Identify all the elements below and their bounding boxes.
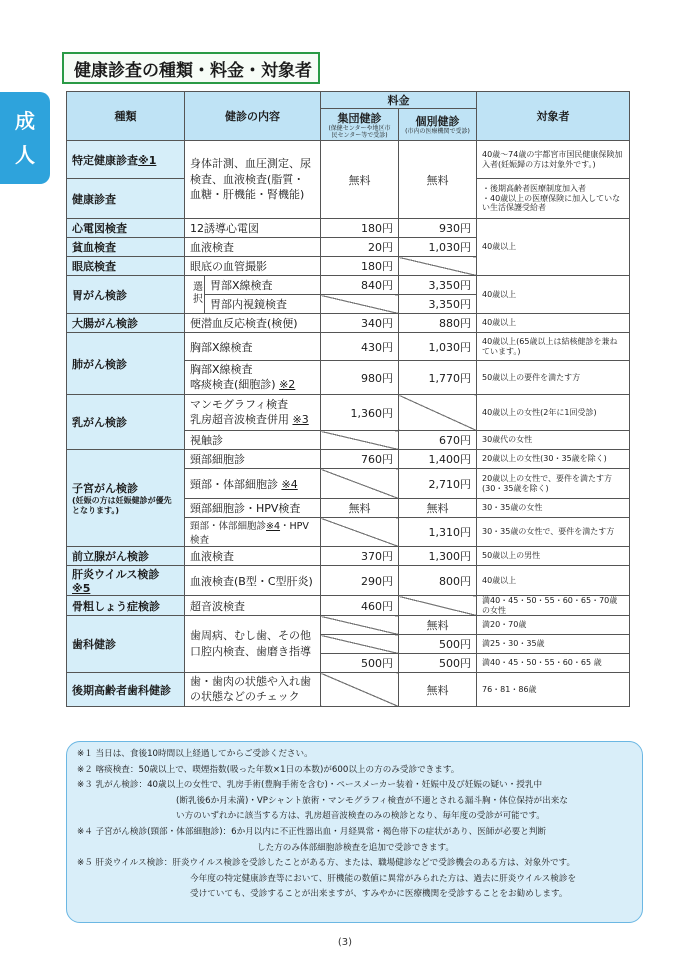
- content-cell: [185, 395, 321, 431]
- target-cell: 20歳以上の女性で、要件を満たす方(30・35歳を除く): [477, 469, 630, 499]
- table-row: [67, 596, 630, 616]
- content-cell: 歯周病、むし歯、その他口腔内検査、歯磨き指導: [185, 616, 321, 673]
- individual-fee: 1,400円: [399, 450, 477, 469]
- group-fee: 1,360円: [321, 395, 399, 431]
- kind-label: 特定健康診査: [72, 153, 138, 167]
- kind-cell: [67, 141, 185, 179]
- content-cell: 眼底の血管撮影: [185, 257, 321, 276]
- table-row: [67, 566, 630, 596]
- header-individual: [399, 109, 477, 141]
- not-applicable-cell: [399, 395, 477, 431]
- content-cell: 血液検査(B型・C型肝炎): [185, 566, 321, 596]
- content-cell: [185, 518, 321, 547]
- footnotes-box: [66, 741, 643, 923]
- kind-cell: 乳がん検診: [67, 395, 185, 450]
- target-cell: 30・35歳の女性で、要件を満たす方: [477, 518, 630, 547]
- not-applicable-cell: [321, 295, 399, 314]
- target-cell: 50歳以上の要件を満たす方: [477, 361, 630, 395]
- content-cell: 超音波検査: [185, 596, 321, 616]
- footnote-line: ※４ 子宮がん検診(頸部・体部細胞診)：6か月以内に不正性器出血・月経異常・褐色帯下の症状があり、医師が必要と判断: [77, 826, 546, 837]
- header-fee: 料金: [321, 92, 477, 109]
- content-cell: 頸部細胞診: [185, 450, 321, 469]
- not-applicable-cell: [321, 616, 399, 635]
- content-cell: [185, 361, 321, 395]
- content-line: [190, 378, 315, 392]
- individual-fee: 1,030円: [399, 333, 477, 361]
- footnote-mark: ※3: [292, 412, 309, 426]
- content-text: 喀痰検査(細胞診): [190, 377, 276, 391]
- group-fee: 無料: [321, 141, 399, 219]
- target-cell: [477, 179, 630, 219]
- individual-fee: 880円: [399, 314, 477, 333]
- not-applicable-cell: [399, 596, 477, 616]
- group-fee: 500円: [321, 654, 399, 673]
- group-fee: 20円: [321, 238, 399, 257]
- table-row: [67, 333, 630, 361]
- table-row: [67, 141, 630, 179]
- target-cell: 30・35歳の女性: [477, 499, 630, 518]
- group-fee: 760円: [321, 450, 399, 469]
- kind-cell: 肺がん検診: [67, 333, 185, 395]
- not-applicable-cell: [321, 431, 399, 450]
- selection-label: [185, 276, 205, 314]
- individual-fee: 無料: [399, 141, 477, 219]
- kind-cell: 骨粗しょう症検診: [67, 596, 185, 616]
- table-row: [67, 276, 630, 295]
- kind-cell: 歯科健診: [67, 616, 185, 673]
- target-line: ・40歳以上の医療保険に加入していない生活保護受給者: [482, 193, 621, 213]
- group-fee: 370円: [321, 547, 399, 566]
- checkup-fee-table: [66, 91, 630, 707]
- kind-cell: 心電図検査: [67, 219, 185, 238]
- not-applicable-cell: [321, 518, 399, 547]
- group-fee: 180円: [321, 257, 399, 276]
- group-fee: 980円: [321, 361, 399, 395]
- header-content: 健診の内容: [185, 92, 321, 141]
- individual-fee: 3,350円: [399, 295, 477, 314]
- individual-fee: 930円: [399, 219, 477, 238]
- footnote-mark: ※4: [281, 477, 298, 491]
- not-applicable-cell: [321, 469, 399, 499]
- kind-cell: [67, 566, 185, 596]
- target-cell: 40歳～74歳の宇都宮市国民健康保険加入者(妊娠歸の方は対象外です。): [477, 141, 630, 179]
- target-cell: 40歳以上: [477, 219, 630, 276]
- group-fee: 340円: [321, 314, 399, 333]
- table-row: [67, 314, 630, 333]
- selection-text: 選択: [190, 280, 202, 305]
- target-cell: 76・81・86歳: [477, 673, 630, 707]
- individual-fee: 670円: [399, 431, 477, 450]
- footnote-line: 今年度の特定健康診査等において、肝機能の数値に異常がみられた方は、過去に肝炎ウイルス検診を: [190, 873, 577, 884]
- table-row: [67, 616, 630, 635]
- individual-fee: 1,310円: [399, 518, 477, 547]
- content-cell: 胃部X線検査: [205, 276, 321, 295]
- footnote-line: い方のいずれかに該当する方は、乳房超音波検査のみの検診となり、毎年度の受診が可能です。: [176, 811, 545, 822]
- content-cell: 身体計測、血圧測定、尿検査、血液検査(脂質・血糖・肝機能・腎機能): [185, 141, 321, 219]
- footnote-line: ※５ 肝炎ウイルス検診：肝炎ウイルス検診を受診したことがある方、または、職場健診などで受診機会のある方は、対象外です。: [77, 858, 576, 869]
- individual-fee: 2,710円: [399, 469, 477, 499]
- content-cell: [185, 469, 321, 499]
- individual-fee: 3,350円: [399, 276, 477, 295]
- content-text: 頸部・体部細胞診: [190, 477, 278, 491]
- header-group-note: (保健センターや地区市民センター等で受診): [328, 124, 391, 139]
- content-cell: 視触診: [185, 431, 321, 450]
- kind-note: (妊娠の方は妊娠健診が優先となります。): [72, 496, 172, 515]
- target-cell: 満20・70歳: [477, 616, 630, 635]
- target-cell: 満40・45・50・55・60・65・70歳の女性: [477, 596, 630, 616]
- individual-fee: 1,770円: [399, 361, 477, 395]
- individual-fee: 500円: [399, 654, 477, 673]
- not-applicable-cell: [321, 673, 399, 707]
- target-cell: 40歳以上の女性(2年に1回受診): [477, 395, 630, 431]
- page-number: (3): [337, 937, 353, 948]
- page-title: 健康診査の種類・料金・対象者: [62, 52, 320, 84]
- kind-cell: 健康診査: [67, 179, 185, 219]
- content-text: 乳房超音波検査併用: [190, 412, 289, 426]
- kind-cell: 貧血検査: [67, 238, 185, 257]
- content-cell: 血液検査: [185, 547, 321, 566]
- footnote-line: した方のみ体部細胞診検査を追加で受診できます。: [257, 842, 454, 853]
- kind-label: 肝炎ウイルス検診: [72, 568, 160, 581]
- content-text: 頸部・体部細胞診: [190, 521, 267, 532]
- content-text: ・HPV検査: [190, 521, 309, 546]
- header-individual-note: (市内の医療機関で受診): [405, 128, 470, 136]
- content-cell: 歯・歯肉の状態や入れ歯の状態などのチェック: [185, 673, 321, 707]
- kind-cell: [67, 450, 185, 547]
- content-cell: 便潜血反応検査(検便): [185, 314, 321, 333]
- footnote-line: ※２ 喀痰検査：50歳以上で、喫煙指数(吸った年数×1日の本数)が600以上の方のみ受診できます。: [77, 764, 460, 775]
- individual-fee: 無料: [399, 673, 477, 707]
- target-cell: 40歳以上: [477, 566, 630, 596]
- group-fee: 430円: [321, 333, 399, 361]
- content-cell: 頸部細胞診・HPV検査: [185, 499, 321, 518]
- section-tab-char: 人: [15, 143, 35, 167]
- kind-cell: 眼底検査: [67, 257, 185, 276]
- content-cell: 胸部X線検査: [185, 333, 321, 361]
- not-applicable-cell: [321, 635, 399, 654]
- content-cell: 血液検査: [185, 238, 321, 257]
- footnote-mark: ※4: [266, 521, 281, 532]
- content-line: 胸部X線検査: [190, 363, 253, 377]
- footnote-mark: ※5: [72, 582, 91, 595]
- individual-fee: 1,300円: [399, 547, 477, 566]
- kind-cell: 大腸がん検診: [67, 314, 185, 333]
- footnote-line: 受けていても、受診することが出来ますが、すみやかに医療機関を受診することをお勧めします。: [190, 889, 568, 900]
- target-cell: 30歳代の女性: [477, 431, 630, 450]
- target-cell: 20歳以上の女性(30・35歳を除く): [477, 450, 630, 469]
- kind-cell: 後期高齢者歯科健診: [67, 673, 185, 707]
- target-cell: 40歳以上: [477, 314, 630, 333]
- target-cell: 満25・30・35歳: [477, 635, 630, 654]
- table-row: [67, 547, 630, 566]
- target-line: ・後期高齢者医療制度加入者: [482, 184, 586, 194]
- footnote-mark: ※2: [279, 377, 296, 391]
- header-group-label: 集団健診: [337, 111, 382, 125]
- individual-fee: 無料: [399, 616, 477, 635]
- individual-fee: 1,030円: [399, 238, 477, 257]
- individual-fee: 500円: [399, 635, 477, 654]
- section-tab-char: 成: [15, 109, 35, 133]
- not-applicable-cell: [399, 257, 477, 276]
- individual-fee: 800円: [399, 566, 477, 596]
- header-target: 対象者: [477, 92, 630, 141]
- group-fee: 840円: [321, 276, 399, 295]
- content-cell: 12誘導心電図: [185, 219, 321, 238]
- kind-label: 子宮がん検診: [72, 482, 138, 496]
- content-cell: 胃部内視鏡検査: [205, 295, 321, 314]
- header-individual-label: 個別健診: [415, 115, 460, 129]
- kind-cell: 前立腺がん検診: [67, 547, 185, 566]
- target-cell: 50歳以上の男性: [477, 547, 630, 566]
- footnote-line: ※３ 乳がん検診：40歳以上の女性で、乳房手術(豊胸手術を含む)・ペースメーカー装着・妊娠中及び妊娠の疑い・授乳中: [77, 780, 543, 791]
- group-fee: 290円: [321, 566, 399, 596]
- group-fee: 無料: [321, 499, 399, 518]
- table-row: [67, 673, 630, 707]
- group-fee: 180円: [321, 219, 399, 238]
- footnote-line: ※１ 当日は、食後10時間以上経過してからご受診ください。: [77, 749, 313, 759]
- section-tab-adult: [0, 92, 50, 184]
- content-line: [190, 413, 315, 427]
- header-kind: 種類: [67, 92, 185, 141]
- header-group: [321, 109, 399, 141]
- table-row: [67, 395, 630, 431]
- target-cell: 40歳以上: [477, 276, 630, 314]
- target-cell: 満40・45・50・55・60・65 歳: [477, 654, 630, 673]
- content-line: マンモグラフィ検査: [190, 398, 289, 412]
- footnote-line: (断乳後6か月未満)・VPシャント旅術・マンモグラフィ検査が不適とされる漏斗胸・体位保持が出来な: [176, 795, 568, 806]
- table-row: [67, 219, 630, 238]
- kind-cell: 胃がん検診: [67, 276, 185, 314]
- group-fee: 460円: [321, 596, 399, 616]
- individual-fee: 無料: [399, 499, 477, 518]
- footnote-mark: ※1: [138, 153, 157, 167]
- table-header-row: [67, 92, 630, 109]
- target-cell: 40歳以上(65歳以上は結核健診を兼ねています。): [477, 333, 630, 361]
- table-row: [67, 450, 630, 469]
